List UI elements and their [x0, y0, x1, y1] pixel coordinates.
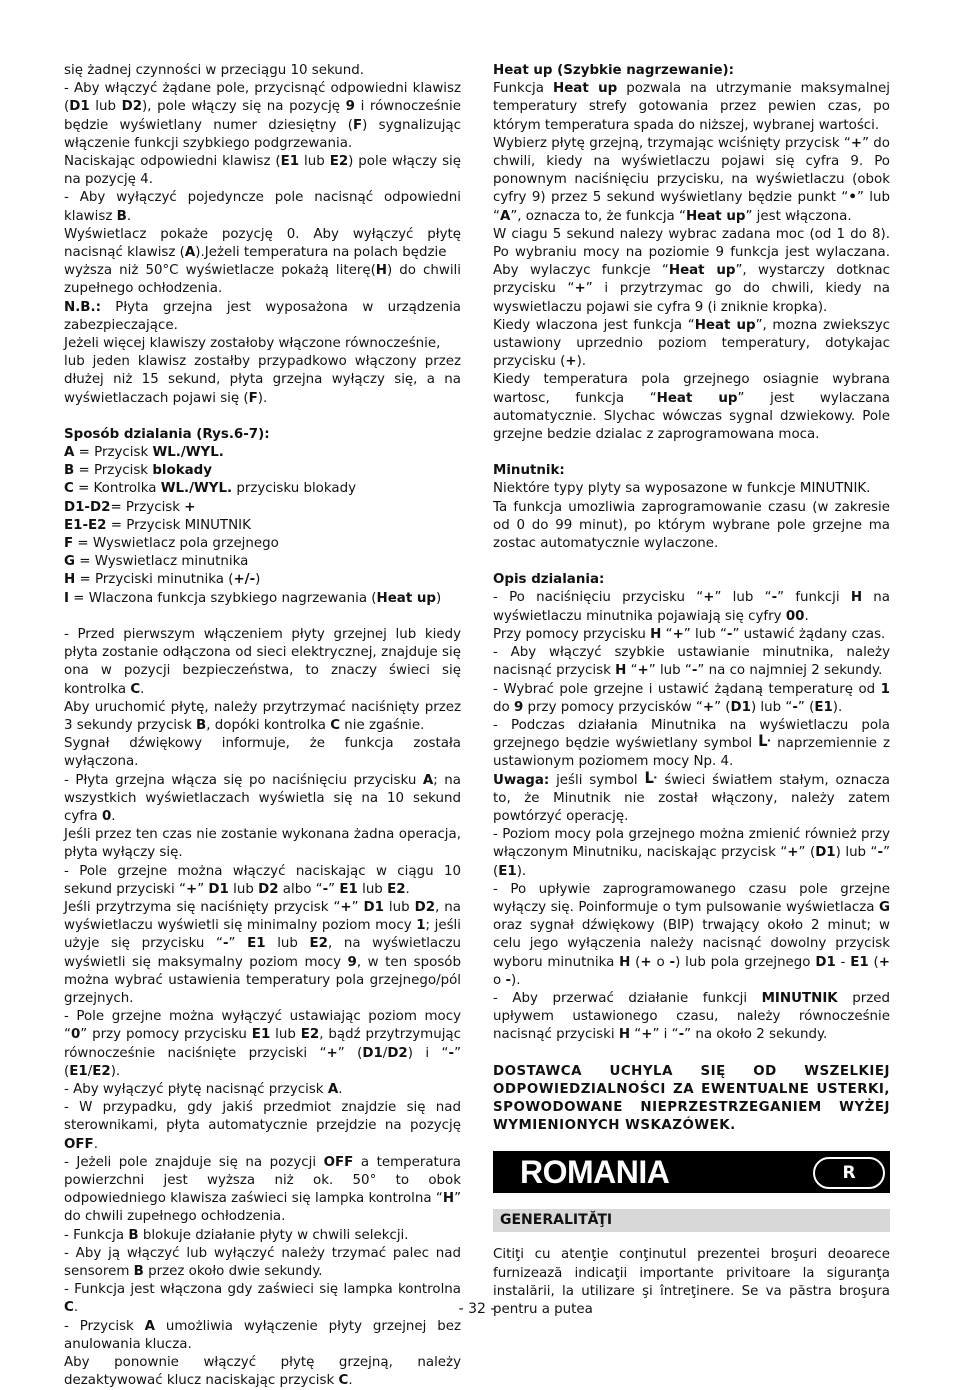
left-column-paragraph: - Przed pierwszym włączeniem płyty grzejnej lub kiedy płyta zostanie odłączona od sieci elektrycznej, znajduje się ona w pozycji bezpieczeństwa, to znaczy świeci się kontrolka C.	[64, 626, 461, 697]
left-column-paragraph: wyższa niż 50°C wyświetlacze pokażą literę(H) do chwili zupełnego ochłodzenia.	[64, 263, 461, 297]
left-column-paragraph: Aby uruchomić płytę, należy przytrzymać naciśnięty przez 3 sekundy przycisk B, dopóki kontrolka C nie zgaśnie.	[64, 699, 461, 733]
left-column-paragraph: H = Przyciski minutnika (+/-)	[64, 572, 261, 588]
left-column-paragraph: E1-E2 = Przycisk MINUTNIK	[64, 517, 251, 533]
right-column-paragraph: - Wybrać pole grzejne i ustawić żądaną temperaturę od 1 do 9 przy pomocy przycisków “+” (D1) lub “-” (E1).	[493, 681, 890, 715]
left-column-paragraph: - Przycisk A umożliwia wyłączenie płyty grzejnej bez anulowania klucza.	[64, 1318, 461, 1352]
left-column-paragraph: - Jeżeli pole znajduje się na pozycji OFF a temperatura powierzchni jest wyższa niż ok. 50° to obok odpowiedniego klawisza zaświeci się lampka kontrolna “H” do chwili zupełnego ochłodzenia.	[64, 1154, 462, 1225]
right-column-paragraph: W ciagu 5 sekund nalezy wybrac zadana moc (od 1 do 8). Po wybraniu mocy na poziomie 9 funkcja jest wylaczana. Aby wylaczyc funkcje “Heat up”, wystarczy dotknac przycisku “+” i przytrzymac go do chwili, kiedy na wyswietlaczu pojawi sie cyfra 9 (i zniknie kropka).	[493, 226, 890, 315]
right-column-paragraph	[493, 553, 890, 571]
left-column-paragraph: - W przypadku, gdy jakiś przedmiot znajdzie się nad sterownikami, płyta automatycznie przejdzie na pozycję OFF.	[64, 1100, 461, 1152]
left-column-paragraph: F = Wyswietlacz pola grzejnego	[64, 536, 279, 552]
right-column-paragraph: Minutnik:	[493, 463, 565, 479]
right-column-paragraph: Kiedy temperatura pola grzejnego osiagnie wybrana wartosc, funkcja “Heat up” jest wylaczana automatycznie. Slychac wówczas sygnal dzwiekowy. Pole grzejne bedzie dzialac z zaprogramowana moca.	[493, 372, 891, 443]
right-column-paragraph: - Po upływie zaprogramowanego czasu pole grzejne wyłączy się. Poinformuje o tym pulsowanie wyświetlacza G oraz sygnał dźwiękowy (BIP) trwający około 2 minut; w celu jego wyłączenia należy nacisnąć dowolny przycisk wyboru minutnika H (+ o -) lub pola grzejnego D1 - E1 (+ o -).	[493, 881, 891, 988]
left-column-paragraph: - Płyta grzejna włącza się po naciśnięciu przycisku A; na wszystkich wyświetlaczach wyświetla się na 10 sekund cyfra 0.	[64, 772, 461, 824]
right-column-paragraph: - Aby przerwać działanie funkcji MINUTNIK przed upływem ustawionego czasu, należy równocześnie nacisnąć przyciski H “+” i “-” na około 2 sekundy.	[493, 990, 891, 1043]
left-column-paragraph: - Funkcja B blokuje działanie płyty w chwili selekcji.	[64, 1227, 409, 1243]
right-column-paragraph: - Podczas działania Minutnika na wyświetlaczu pola grzejnego będzie wyświetlany symbol ᒷ naprzemiennie z ustawionym poziomem mocy Np. 4.	[493, 717, 890, 770]
left-column-paragraph: N.B.: Płyta grzejna jest wyposażona w urządzenia zabezpieczające.	[64, 299, 461, 333]
left-column-paragraph: - Aby wyłączyć pojedyncze pole nacisnąć odpowiedni klawisz B.	[64, 190, 461, 224]
page-number: - 32 -	[458, 1301, 496, 1317]
left-column-paragraph: - Aby włączyć żądane pole, przycisnąć odpowiedni klawisz (D1 lub D2), pole włączy się na pozycję 9 i równocześnie będzie wyświetlany numer dziesiętny (F) sygnalizując włączenie funkcji szybkiego podgrzewania.	[64, 81, 461, 151]
right-column-paragraph: Ta funkcja umozliwia zaprogramowanie czasu (w zakresie od 0 do 99 minut), po którym wybrane pole grzejne ma zostac automatycznie wylaczone.	[493, 499, 890, 552]
left-column-paragraph: lub jeden klawisz zostałby przypadkowo włączony przez dłużej niż 15 sekund, płyta grzejna wyłączy się, a na wyświetlaczach pojawi się (F).	[64, 354, 461, 406]
left-column-paragraph: Naciskając odpowiedni klawisz (E1 lub E2) pole włączy się na pozycję 4.	[64, 154, 462, 188]
left-column-paragraph: Sygnał dźwiękowy informuje, że funkcja została wyłączona.	[64, 736, 461, 770]
left-column-paragraph	[64, 408, 461, 426]
left-column-paragraph: się żadnej czynności w przeciągu 10 sekund.	[64, 63, 365, 78]
left-column-paragraph: G = Wyswietlacz minutnika	[64, 554, 249, 570]
section-subheading: GENERALITĂŢI	[493, 1209, 890, 1232]
left-column-paragraph: - Pole grzejne można wyłączyć ustawiając poziom mocy “0” przy pomocy przycisku E1 lub E2, bądź przytrzymując równocześnie naciśnięte przyciski “+” (D1/D2) i “-” (E1/E2).	[64, 1009, 461, 1079]
left-column-paragraph: Wyświetlacz pokaże pozycję 0. Aby wyłączyć płytę nacisnąć klawisz (A).Jeżeli temperatura na polach będzie	[64, 226, 461, 261]
left-column-paragraph: D1-D2= Przycisk +	[64, 499, 196, 515]
right-column-paragraph: - Poziom mocy pola grzejnego można zmienić również przy włączonym Minutniku, naciskając przycisk “+” (D1) lub “-” (E1).	[493, 827, 890, 879]
left-column-paragraph	[64, 608, 461, 626]
section-intro: Citiţi cu atenţie conţinutul prezentei broşuri deoarece furnizează indicaţii importante privitoare la siguranţa instalării, la utilizare şi întreţinere. Se va păstra broşura pentru a putea	[493, 1247, 890, 1317]
left-column-paragraph: Jeśli przytrzyma się naciśnięty przycisk “+” D1 lub D2, na wyświetlaczu wyświetli się minimalny poziom mocy 1; jeśli użyje się przycisku “-” E1 lub E2, na wyświetlaczu wyświetli się maksymalny poziom mocy 9, w ten sposób można wybrać ustawienia temperatury pola grzejnego/pól grzejnych.	[64, 899, 462, 1006]
section-banner	[493, 1151, 890, 1193]
right-column-paragraph: - Po naciśnięciu przycisku “+” lub “-” funkcji H na wyświetlaczu minutnika pojawiają się cyfry 00.	[493, 590, 890, 624]
language-badge: R	[813, 1157, 885, 1189]
left-column-paragraph: Jeśli przez ten czas nie zostanie wykonana żadna operacja, płyta wyłączy się.	[64, 827, 461, 861]
right-column-paragraph	[493, 444, 890, 462]
left-column-paragraph: Jeżeli więcej klawiszy zostałoby włączone równocześnie,	[64, 336, 441, 352]
left-column-paragraph: C = Kontrolka WL./WYL. przycisku blokady	[64, 481, 357, 497]
right-column-paragraph: - Aby włączyć szybkie ustawianie minutnika, należy nacisnąć przycisk H “+” lub “-” na co najmniej 2 sekundy.	[493, 645, 890, 679]
left-column-paragraph: A = Przycisk WL./WYL.	[64, 445, 224, 461]
section-title: ROMANIA	[520, 1154, 670, 1191]
right-column-paragraph: Wybierz płytę grzejną, trzymając wciśnięty przycisk “+” do chwili, kiedy na wyświetlaczu pojawi się cyfra 9. Po ponownym naciśnięciu przycisku, na wyświetlaczu (obok cyfry 9) przez 5 sekund wyświetlany będzie punkt “•” lub “A”, oznacza to, że funkcja “Heat up” jest włączona.	[493, 135, 890, 224]
right-column-paragraph: Opis dzialania:	[493, 572, 605, 588]
left-column-paragraph: - Aby ją włączyć lub wyłączyć należy trzymać palec nad sensorem B przez około dwie sekundy.	[64, 1245, 461, 1279]
right-column-paragraph: Kiedy wlaczona jest funkcja “Heat up”, mozna zwiekszyc ustawiony uprzednio poziom temperatury, dotykajac przycisku (+).	[493, 317, 890, 370]
right-column-paragraph: Funkcja Heat up pozwala na utrzymanie maksymalnej temperatury strefy gotowania przez pewien czas, po którym temperatura spada do niższej, wybranej wartości.	[493, 81, 890, 133]
left-column-paragraph: - Funkcja jest włączona gdy zaświeci się lampka kontrolna C.	[64, 1282, 461, 1316]
right-column-paragraph	[493, 1045, 890, 1063]
right-column-paragraph: Heat up (Szybkie nagrzewanie):	[493, 63, 734, 78]
left-column-paragraph: - Pole grzejne można włączyć naciskając w ciągu 10 sekund przyciski “+” D1 lub D2 albo “-” E1 lub E2.	[64, 863, 461, 897]
left-column-paragraph: Aby ponownie włączyć płytę grzejną, należy dezaktywować klucz naciskając przycisk C.	[64, 1355, 461, 1389]
right-column-paragraph: Przy pomocy przycisku H “+” lub “-” ustawić żądany czas.	[493, 626, 886, 642]
left-column-paragraph: B = Przycisk blokady	[64, 463, 212, 479]
right-column	[493, 62, 890, 1319]
disclaimer-warning: DOSTAWCA UCHYLA SIĘ OD WSZELKIEJ ODPOWIEDZIALNOŚCI ZA EWENTUALNE USTERKI, SPOWODOWANE NIEPRZESTRZEGANIEM WYŻEJ WYMIENIONYCH WSKAZÓWEK.	[493, 1063, 890, 1134]
left-column	[64, 62, 461, 1390]
right-column-paragraph: Uwaga: jeśli symbol ᒷ świeci światłem stałym, oznacza to, że Minutnik nie został włączony, należy zatem powtórzyć operację.	[493, 768, 890, 824]
right-column-paragraph: Niektóre typy plyty sa wyposazone w funkcje MINUTNIK.	[493, 481, 871, 497]
left-column-paragraph: I = Wlaczona funkcja szybkiego nagrzewania (Heat up)	[64, 590, 442, 606]
left-column-paragraph: Sposób dzialania (Rys.6-7):	[64, 426, 270, 442]
right-column-text	[493, 62, 890, 1063]
left-column-paragraph: - Aby wyłączyć płytę nacisnąć przycisk A.	[64, 1081, 343, 1097]
